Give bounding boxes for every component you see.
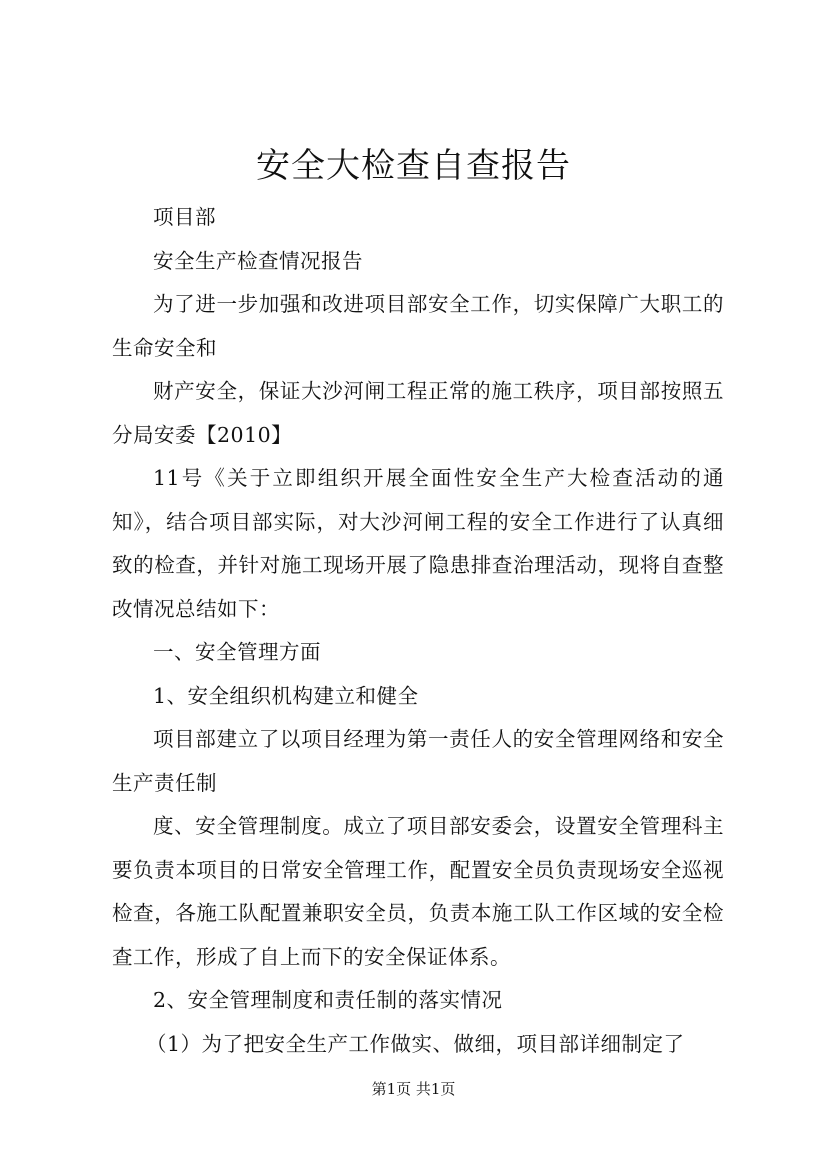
subsection-heading-organization: 1、安全组织机构建立和健全 [153, 683, 419, 708]
document-title: 安全大检查自查报告 [256, 146, 571, 186]
section-heading-safety-management: 一、安全管理方面 [153, 640, 321, 664]
paragraph-responsibility-network: 项目部建立了以项目经理为第一责任人的安全管理网络和安全生产责任制 [112, 727, 724, 795]
paragraph-report-heading: 安全生产检查情况报告 [153, 248, 363, 273]
document-body [112, 196, 724, 1066]
paragraph-notice-reference: 11号《关于立即组织开展全面性安全生产大检查活动的通知》，结合项目部实际，对大沙河闸工程的安全工作进行了认真细致的检查，并针对施工现场开展了隐患排查治理活动，现将自查整改情况总结如下： [112, 466, 724, 621]
paragraph-department: 项目部 [153, 205, 216, 229]
paragraph-property-safety: 财产安全，保证大沙河闸工程正常的施工秩序，项目部按照五分局安委【2010】 [112, 379, 724, 447]
paragraph-item-1: （1）为了把安全生产工作做实、做细，项目部详细制定了 [146, 1031, 685, 1056]
paragraph-intro: 为了进一步加强和改进项目部安全工作，切实保障广大职工的生命安全和 [112, 292, 724, 360]
subsection-heading-system-implementation: 2、安全管理制度和责任制的落实情况 [153, 988, 503, 1012]
page-footer: 第1页 共1页 [371, 1080, 456, 1098]
paragraph-safety-committee: 度、安全管理制度。成立了项目部安委会，设置安全管理科主要负责本项目的日常安全管理工作，配置安全员负责现场安全巡视检查，各施工队配置兼职安全员，负责本施工队工作区域的安全检查工作，形成了自上而下的安全保证体系。 [112, 814, 724, 969]
